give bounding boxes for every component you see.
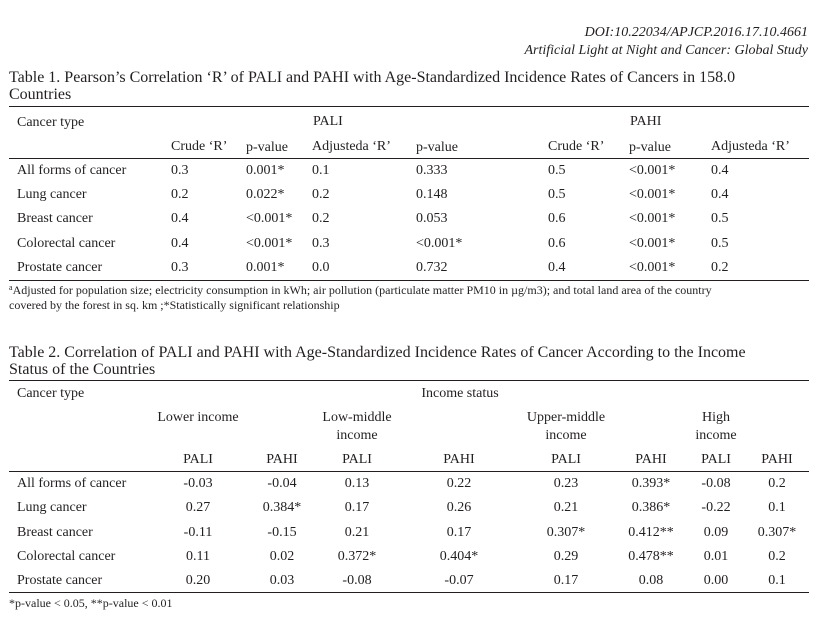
table2-row-label: Colorectal cancer: [17, 549, 116, 564]
table1-cell: 0.001*: [246, 260, 285, 275]
table1-footnote-text: Adjusted for population size; electricity consumption in kWh; air pollution (particulate matter PM10 in µg/m3); and total land area of the country: [12, 283, 712, 297]
table1-cell: <0.001*: [629, 236, 676, 251]
table1-col-header: p-value: [629, 140, 671, 155]
table2-top-rule: [9, 380, 809, 381]
table2-group-header: Upper-middle: [526, 410, 606, 425]
footnote-mark: a: [9, 283, 13, 292]
table1-cell: 0.2: [711, 260, 729, 275]
table1-cell: 0.4: [171, 236, 189, 251]
table1-cell: 0.148: [416, 187, 448, 202]
table2-cell: 0.1: [768, 500, 786, 515]
table2-cell: 0.21: [553, 500, 579, 515]
table2-col-header: PALI: [342, 452, 372, 467]
table2-row-label: Prostate cancer: [17, 573, 103, 588]
table1-cell: 0.3: [312, 236, 330, 251]
table1-cancer-type-header: Cancer type: [17, 115, 85, 130]
table1-cell: 0.1: [312, 163, 330, 178]
table2-bottom-rule: [9, 592, 809, 593]
table2-cell: -0.04: [267, 476, 297, 491]
table2-income-status-header: Income status: [421, 386, 499, 401]
table2-cell: 0.372*: [337, 549, 377, 564]
table2-cell: -0.07: [444, 573, 474, 588]
table1-col-header: p-value: [416, 140, 458, 155]
table1-cell: 0.6: [548, 236, 566, 251]
table2-col-header: PAHI: [443, 452, 475, 467]
table1-cell: <0.001*: [629, 187, 676, 202]
table1-cell: 0.732: [416, 260, 448, 275]
table2-cell: 0.1: [768, 573, 786, 588]
table2-group-header: Low-middle: [322, 410, 392, 425]
table1-pahi-group-header: PAHI: [630, 114, 662, 129]
table2-col-header: PALI: [551, 452, 581, 467]
table2-cell: 0.00: [703, 573, 729, 588]
table1-cell: <0.001*: [246, 236, 293, 251]
table1-caption-line1: Table 1. Pearson’s Correlation ‘R’ of PALI and PAHI with Age-Standardized Incidence Rates of Cancers in 158.0: [9, 69, 736, 86]
table1-top-rule: [9, 106, 809, 107]
table2-cell: 0.384*: [262, 500, 302, 515]
table1-cell: 0.001*: [246, 163, 285, 178]
table1-cell: 0.4: [171, 211, 189, 226]
table1-caption-line2: Countries: [9, 86, 72, 103]
table2-cell: 0.13: [344, 476, 370, 491]
table1-col-header: Adjusteda ‘R’: [711, 139, 790, 154]
table2-cell: 0.478**: [628, 549, 674, 564]
table1-row-label: Lung cancer: [17, 187, 87, 202]
table2-cell: -0.03: [183, 476, 213, 491]
table2-header-rule: [9, 471, 809, 472]
table2-cell: 0.2: [768, 549, 786, 564]
table1-cell: 0.053: [416, 211, 448, 226]
table2-cell: 0.26: [446, 500, 472, 515]
table2-cell: 0.09: [703, 525, 729, 540]
table1-col-header: Adjusteda ‘R’: [312, 139, 391, 154]
table1-cell: 0.2: [171, 187, 189, 202]
table1-cell: 0.2: [312, 187, 330, 202]
table1-cell: <0.001*: [629, 211, 676, 226]
table1-bottom-rule: [9, 280, 809, 281]
table1-cell: 0.0: [312, 260, 330, 275]
table1-cell: 0.5: [711, 211, 729, 226]
table2-cell: -0.11: [183, 525, 213, 540]
table2-cell: 0.11: [186, 549, 210, 564]
table2-cell: 0.386*: [631, 500, 671, 515]
table2-cell: 0.01: [703, 549, 729, 564]
table1-header-rule: [9, 158, 809, 159]
table2-cell: 0.29: [553, 549, 579, 564]
table1-cell: 0.4: [711, 163, 729, 178]
table1-cell: 0.4: [548, 260, 566, 275]
doi-header: DOI:10.22034/APJCP.2016.17.10.4661: [584, 25, 808, 40]
table1-col-header: p-value: [246, 140, 288, 155]
table2-group-header: Lower income: [157, 410, 239, 425]
table1-cell: 0.4: [711, 187, 729, 202]
table2-group-header: income: [336, 428, 378, 443]
table2-col-header: PAHI: [635, 452, 667, 467]
table1-cell: <0.001*: [246, 211, 293, 226]
table1-cell: <0.001*: [629, 163, 676, 178]
table1-cell: 0.3: [171, 260, 189, 275]
table2-cell: 0.17: [344, 500, 370, 515]
table1-col-header: Crude ‘R’: [171, 139, 228, 154]
table2-cell: -0.08: [701, 476, 731, 491]
table1-pali-group-header: PALI: [313, 114, 343, 129]
table2-caption-line2: Status of the Countries: [9, 361, 156, 378]
table1-footnote-line1: [9, 283, 814, 298]
table2-cell: 0.404*: [439, 549, 479, 564]
table2-row-label: Breast cancer: [17, 525, 93, 540]
table2-cell: 0.412**: [628, 525, 674, 540]
table2-cell: 0.307*: [757, 525, 797, 540]
table1-cell: 0.022*: [246, 187, 285, 202]
table2-row-label: All forms of cancer: [17, 476, 127, 491]
table2-cell: 0.27: [185, 500, 211, 515]
table2-group-header: income: [545, 428, 587, 443]
table2-group-header: High: [702, 410, 730, 425]
table1-col-header: Crude ‘R’: [548, 139, 605, 154]
table1-row-label: Prostate cancer: [17, 260, 103, 275]
table2-cell: 0.08: [638, 573, 664, 588]
table2-col-header: PALI: [183, 452, 213, 467]
table1-cell: 0.6: [548, 211, 566, 226]
table2-cell: 0.23: [553, 476, 579, 491]
table2-col-header: PAHI: [761, 452, 793, 467]
table2-cell: -0.22: [701, 500, 731, 515]
table1-cell: 0.333: [416, 163, 448, 178]
table1-cell: <0.001*: [629, 260, 676, 275]
table1-cell: 0.3: [171, 163, 189, 178]
table1-row-label: Breast cancer: [17, 211, 93, 226]
table2-cell: 0.17: [553, 573, 579, 588]
table2-caption-line1: Table 2. Correlation of PALI and PAHI with Age-Standardized Incidence Rates of Cancer According to the Income: [9, 344, 746, 361]
table2-cell: 0.393*: [631, 476, 671, 491]
table1-row-label: Colorectal cancer: [17, 236, 116, 251]
table2-cancer-type-header: Cancer type: [17, 386, 85, 401]
table2-cell: 0.2: [768, 476, 786, 491]
table1-footnote-line2: covered by the forest in sq. km ;*Statistically significant relationship: [9, 298, 340, 312]
table2-row-label: Lung cancer: [17, 500, 87, 515]
table1-cell: 0.5: [548, 187, 566, 202]
table1-row-label: All forms of cancer: [17, 163, 127, 178]
table2-cell: 0.21: [344, 525, 370, 540]
table2-cell: 0.307*: [546, 525, 586, 540]
table2-cell: 0.02: [269, 549, 295, 564]
table2-group-header: income: [695, 428, 737, 443]
table2-cell: 0.22: [446, 476, 472, 491]
table1-cell: 0.5: [711, 236, 729, 251]
table2-cell: -0.15: [267, 525, 297, 540]
journal-running-title: Artificial Light at Night and Cancer: Global Study: [524, 43, 808, 58]
table2-cell: 0.17: [446, 525, 472, 540]
table2-cell: 0.03: [269, 573, 295, 588]
table1-cell: <0.001*: [416, 236, 463, 251]
table2-cell: 0.20: [185, 573, 211, 588]
table1-cell: 0.5: [548, 163, 566, 178]
table2-footnote: *p-value < 0.05, **p-value < 0.01: [9, 596, 173, 610]
table2-col-header: PAHI: [266, 452, 298, 467]
table2-col-header: PALI: [701, 452, 731, 467]
table2-cell: -0.08: [342, 573, 372, 588]
table1-cell: 0.2: [312, 211, 330, 226]
